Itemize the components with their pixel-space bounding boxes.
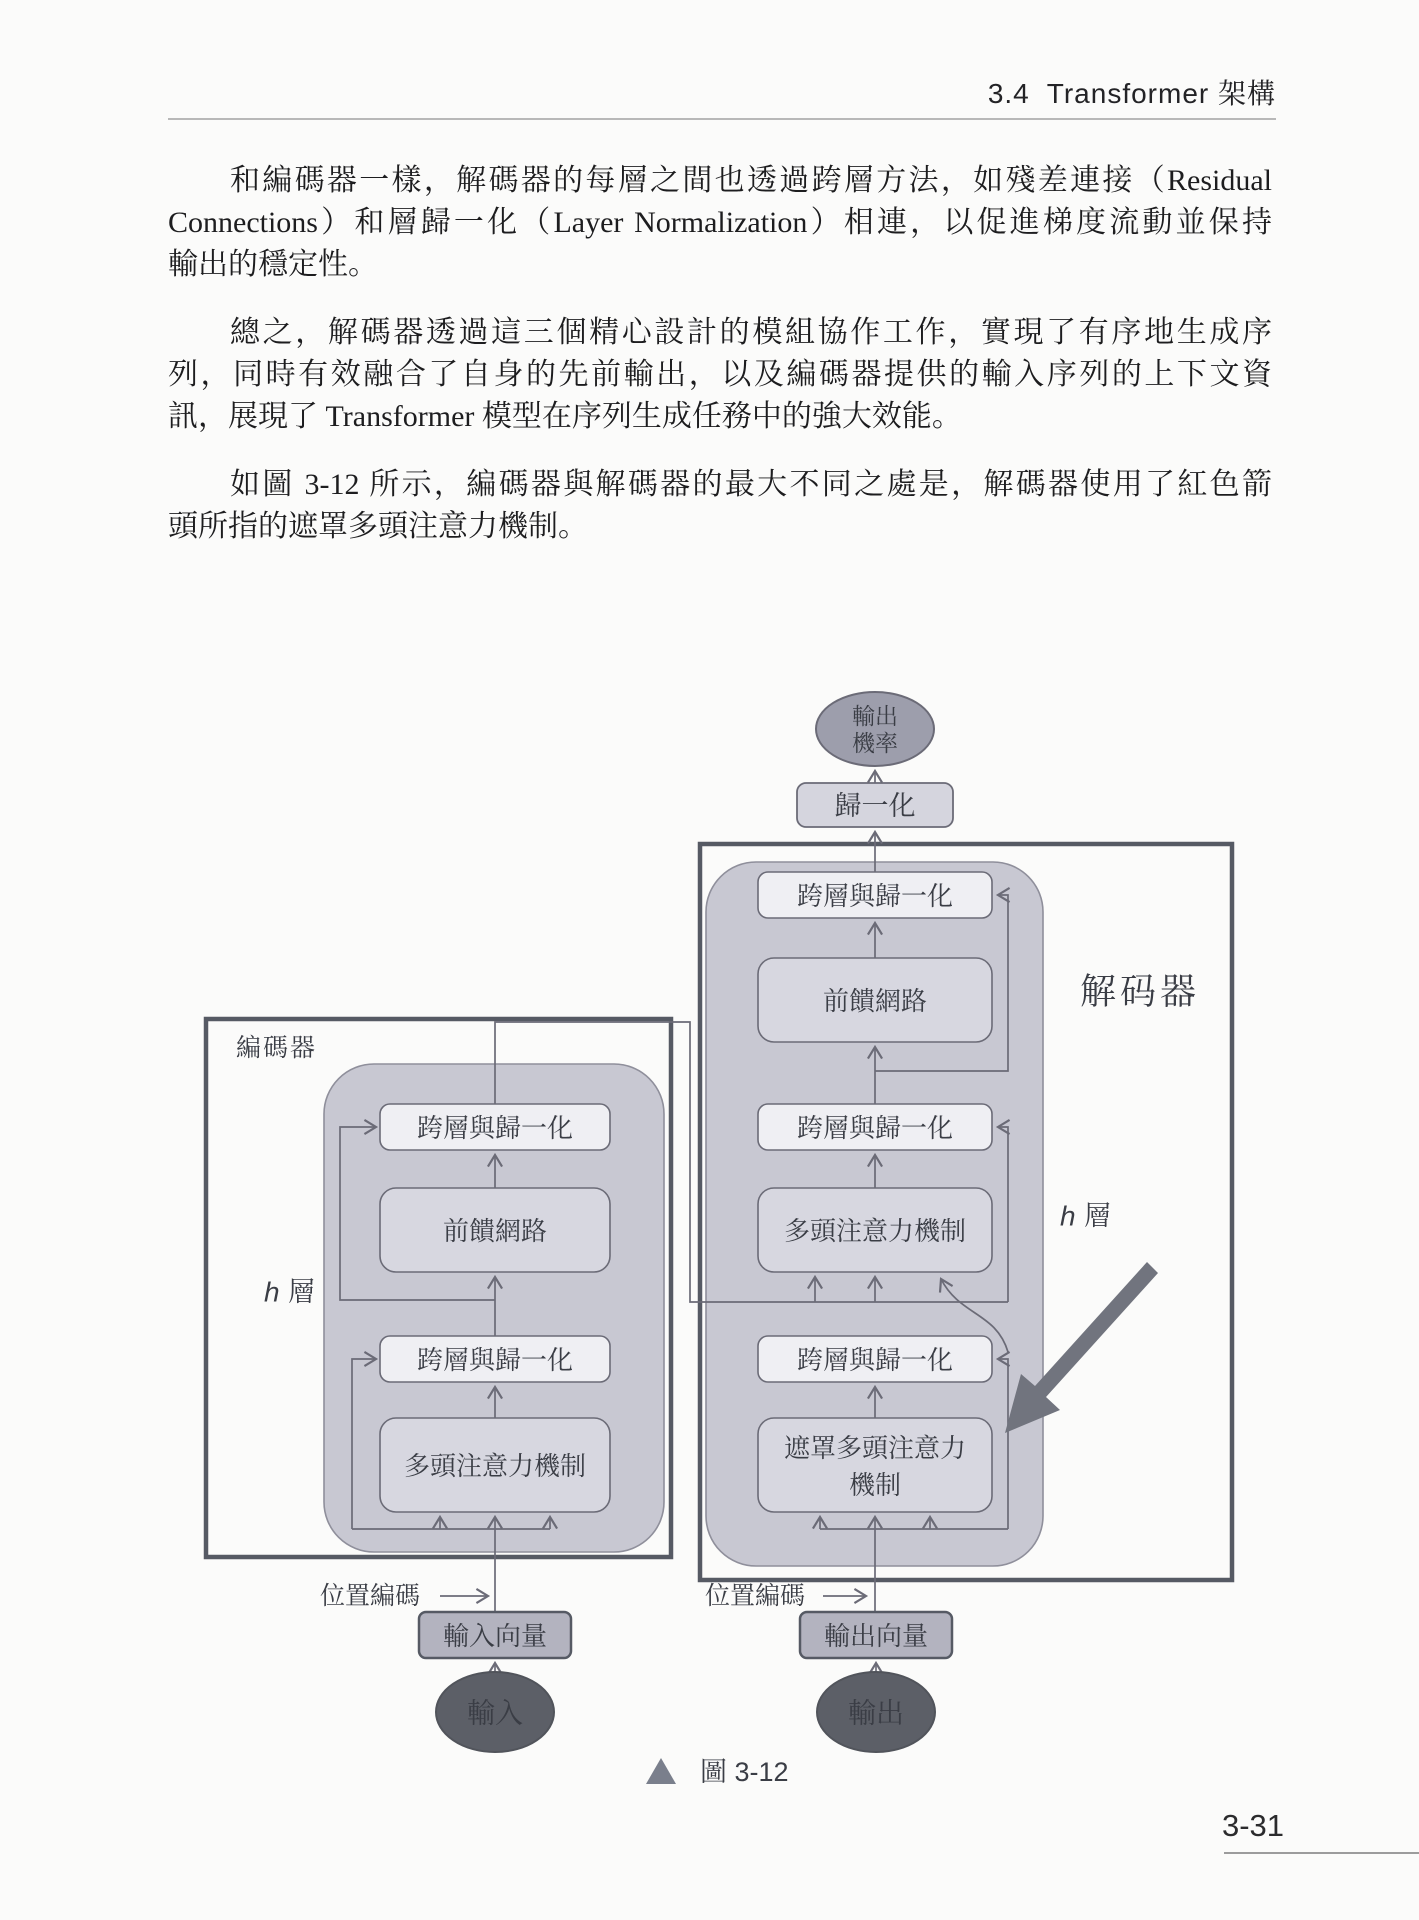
output-vector-label: 輸出向量 (823, 1621, 929, 1651)
input-vector-label: 輸入向量 (442, 1621, 548, 1651)
paragraph-line: Connections）和層歸一化（Layer Normalization）相連，以促進梯度流動並保持 (168, 206, 1272, 239)
decoder-add-norm-label-3: 跨層與歸一化 (796, 1345, 954, 1375)
decoder-add-norm-label-1: 跨層與歸一化 (796, 881, 954, 911)
paragraph-line: 頭所指的遮罩多頭注意力機制。 (168, 510, 588, 543)
encoder-add-norm-label-2: 跨層與歸一化 (416, 1345, 574, 1375)
paragraph-line: 訊，展現了 Transformer 模型在序列生成任務中的強大效能。 (168, 400, 962, 433)
normalize-label: 歸一化 (834, 791, 916, 821)
encoder-h-layers-label: h (264, 1276, 280, 1308)
page-header: 3.4 Transformer 架構 (987, 78, 1276, 109)
decoder-masked-mha-label: 遮罩多頭注意力 (783, 1433, 967, 1463)
decoder-h-layers-label: 層 (1084, 1201, 1111, 1231)
output-prob-label: 機率 (852, 730, 898, 756)
decoder-ffn-label: 前饋網路 (822, 986, 928, 1016)
paragraph-2 (168, 312, 1272, 438)
page-number: 3-31 (1221, 1808, 1284, 1843)
paragraph-line: 列，同時有效融合了自身的先前輸出，以及編碼器提供的輸入序列的上下文資 (168, 358, 1272, 391)
encoder-label: 編碼器 (236, 1034, 318, 1062)
encoder-mha-label: 多頭注意力機制 (403, 1451, 587, 1481)
pos-encoding-label-right: 位置編碼 (704, 1582, 805, 1610)
paragraph-line: 如圖 3-12 所示，編碼器與解碼器的最大不同之處是，解碼器使用了紅色箭 (230, 468, 1272, 501)
input-label: 輸入 (466, 1697, 524, 1729)
output-prob-label: 輸出 (852, 703, 898, 729)
caption-triangle-icon (646, 1758, 676, 1784)
paragraph-line: 輸出的穩定性。 (168, 248, 378, 281)
paragraph-line: 總之，解碼器透過這三個精心設計的模組協作工作，實現了有序地生成序 (230, 316, 1272, 349)
paragraph-line: 和編碼器一樣，解碼器的每層之間也透過跨層方法，如殘差連接（Residual (230, 164, 1272, 197)
header-rule (168, 118, 1276, 120)
decoder-label: 解码器 (1079, 970, 1201, 1012)
pos-encoding-label-left: 位置編碼 (319, 1582, 420, 1610)
decoder-h-layers-label: h (1060, 1200, 1076, 1232)
decoder-mha-label: 多頭注意力機制 (783, 1216, 967, 1246)
output-label: 輸出 (847, 1697, 905, 1729)
encoder-ffn-label: 前饋網路 (442, 1216, 548, 1246)
decoder-add-norm-label-2: 跨層與歸一化 (796, 1113, 954, 1143)
paragraph-1 (168, 160, 1272, 286)
figure-caption: 圖 3-12 (700, 1757, 789, 1787)
encoder-add-norm-label-1: 跨層與歸一化 (416, 1113, 574, 1143)
decoder-masked-mha-label: 機制 (848, 1470, 902, 1500)
paragraph-3 (168, 464, 1272, 548)
figure-3-12 (0, 560, 1419, 1860)
encoder-h-layers-label: 層 (288, 1277, 315, 1307)
footer-rule (1224, 1852, 1419, 1854)
